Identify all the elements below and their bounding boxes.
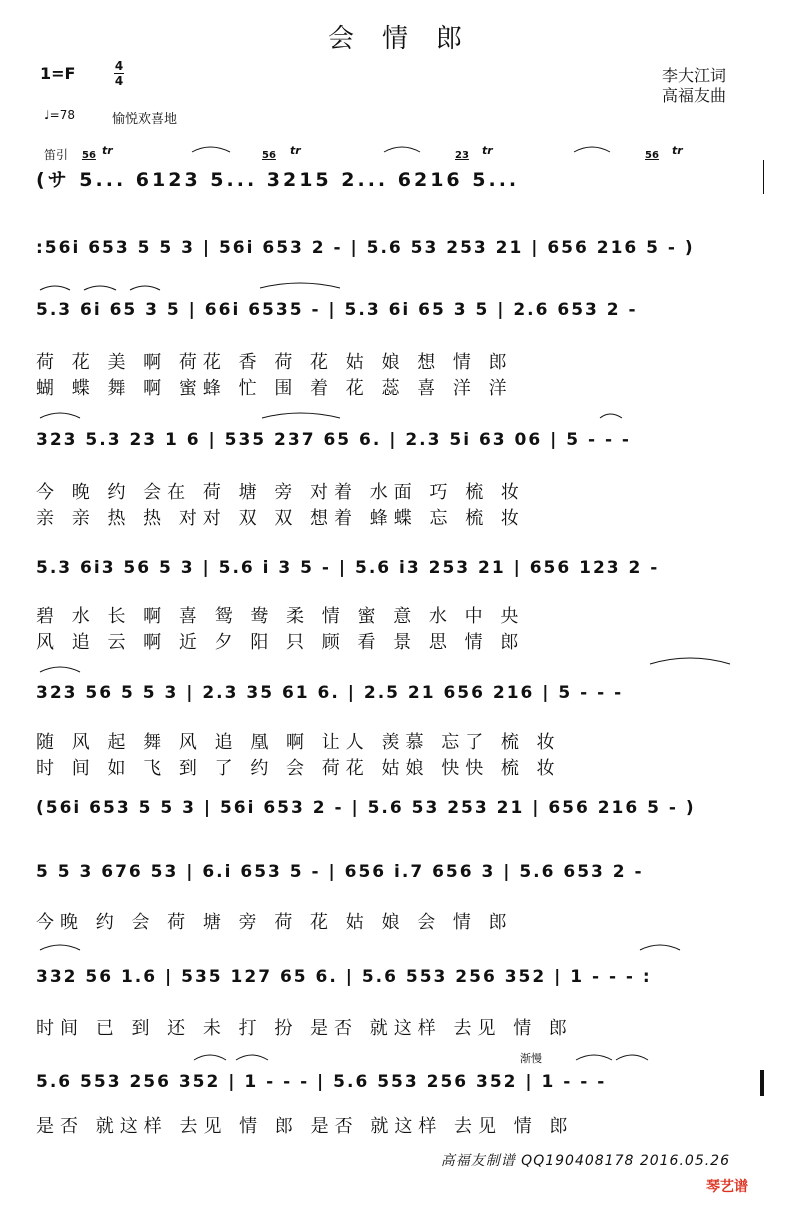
system-3-notes: 323 5.3 23 1 6 | 535 237 65 6. | 2.3 5i 63 06 | 5 - - - — [36, 430, 631, 450]
system-3-lyrics-verse-2: 亲 亲 热 热 对对 双 双 想着 蜂蝶 忘 梳 妆 — [36, 508, 525, 529]
credits — [662, 66, 726, 106]
system-1-notes: :56i 653 5 5 3 | 56i 653 2 - | 5.6 53 253 21 | 656 216 5 - ) — [36, 238, 695, 258]
system-6-notes: (56i 653 5 5 3 | 56i 653 2 - | 5.6 53 253 21 | 656 216 5 - ) — [36, 798, 696, 818]
grace-note: 23 — [455, 150, 469, 161]
barline — [763, 160, 764, 194]
grace-note: 56 — [82, 150, 96, 161]
key-signature: 1=F — [40, 64, 76, 83]
footer-credit: 高福友制谱 QQ190408178 2016.05.26 — [440, 1153, 730, 1169]
meter-top: 4 — [114, 59, 124, 73]
trill-mark: tr — [102, 144, 113, 157]
mood-marking: 愉悦欢喜地 — [112, 112, 178, 127]
system-4-notes: 5.3 6i3 56 5 3 | 5.6 i 3 5 - | 5.6 i3 253 21 | 656 123 2 - — [36, 558, 660, 578]
system-2-lyrics-verse-1: 荷 花 美 啊 荷花 香 荷 花 姑 娘 想 情 郎 — [36, 352, 513, 373]
system-8-lyrics: 时间 已 到 还 未 打 扮 是否 就这样 去见 情 郎 — [36, 1018, 573, 1039]
tempo-marking: ♩=78 — [44, 108, 75, 122]
site-logo: 琴艺谱 — [706, 1179, 748, 1195]
system-2-notes: 5.3 6i 65 3 5 | 66i 6535 - | 5.3 6i 65 3 5 | 2.6 653 2 - — [36, 300, 638, 320]
trill-mark: tr — [290, 144, 301, 157]
meter-bottom: 4 — [114, 74, 124, 88]
system-4-lyrics-verse-2: 风 追 云 啊 近 夕 阳 只 顾 看 景 思 情 郎 — [36, 632, 525, 653]
system-7-notes: 5 5 3 676 53 | 6.i 653 5 - | 656 i.7 656 3 | 5.6 653 2 - — [36, 862, 644, 882]
score-title: 会情郎 — [327, 24, 490, 54]
system-8-notes: 332 56 1.6 | 535 127 65 6. | 5.6 553 256 352 | 1 - - - : — [36, 967, 652, 987]
system-3-lyrics-verse-1: 今 晚 约 会在 荷 塘 旁 对着 水面 巧 梳 妆 — [36, 482, 525, 503]
trill-mark: tr — [672, 144, 683, 157]
trill-mark: tr — [482, 144, 493, 157]
grace-note: 56 — [645, 150, 659, 161]
final-barline — [760, 1070, 764, 1096]
composer: 高福友曲 — [662, 86, 727, 105]
system-5-lyrics-verse-2: 时 间 如 飞 到 了 约 会 荷花 姑娘 快快 梳 妆 — [36, 758, 561, 779]
intro-label: 笛引 — [44, 148, 69, 162]
grace-note: 56 — [262, 150, 276, 161]
time-signature — [114, 60, 124, 87]
system-5-notes: 323 56 5 5 3 | 2.3 35 61 6. | 2.5 21 656 216 | 5 - - - — [36, 683, 624, 703]
intro-notes: (サ 5... 6123 5... 3215 2... 6216 5... — [36, 169, 520, 191]
system-9-lyrics: 是否 就这样 去见 情 郎 是否 就这样 去见 情 郎 — [36, 1116, 574, 1137]
system-4-lyrics-verse-1: 碧 水 长 啊 喜 鸳 鸯 柔 情 蜜 意 水 中 央 — [36, 606, 525, 627]
system-9-notes: 5.6 553 256 352 | 1 - - - | 5.6 553 256 352 | 1 - - - — [36, 1072, 607, 1092]
tempo-change-marking: 渐慢 — [520, 1052, 542, 1065]
lyricist: 李大江词 — [662, 66, 727, 85]
system-2-lyrics-verse-2: 蝴 蝶 舞 啊 蜜蜂 忙 围 着 花 蕊 喜 洋 洋 — [36, 378, 513, 399]
system-7-lyrics: 今晚 约 会 荷 塘 旁 荷 花 姑 娘 会 情 郎 — [36, 912, 513, 933]
system-5-lyrics-verse-1: 随 风 起 舞 风 追 凰 啊 让人 羡慕 忘了 梳 妆 — [36, 732, 561, 753]
